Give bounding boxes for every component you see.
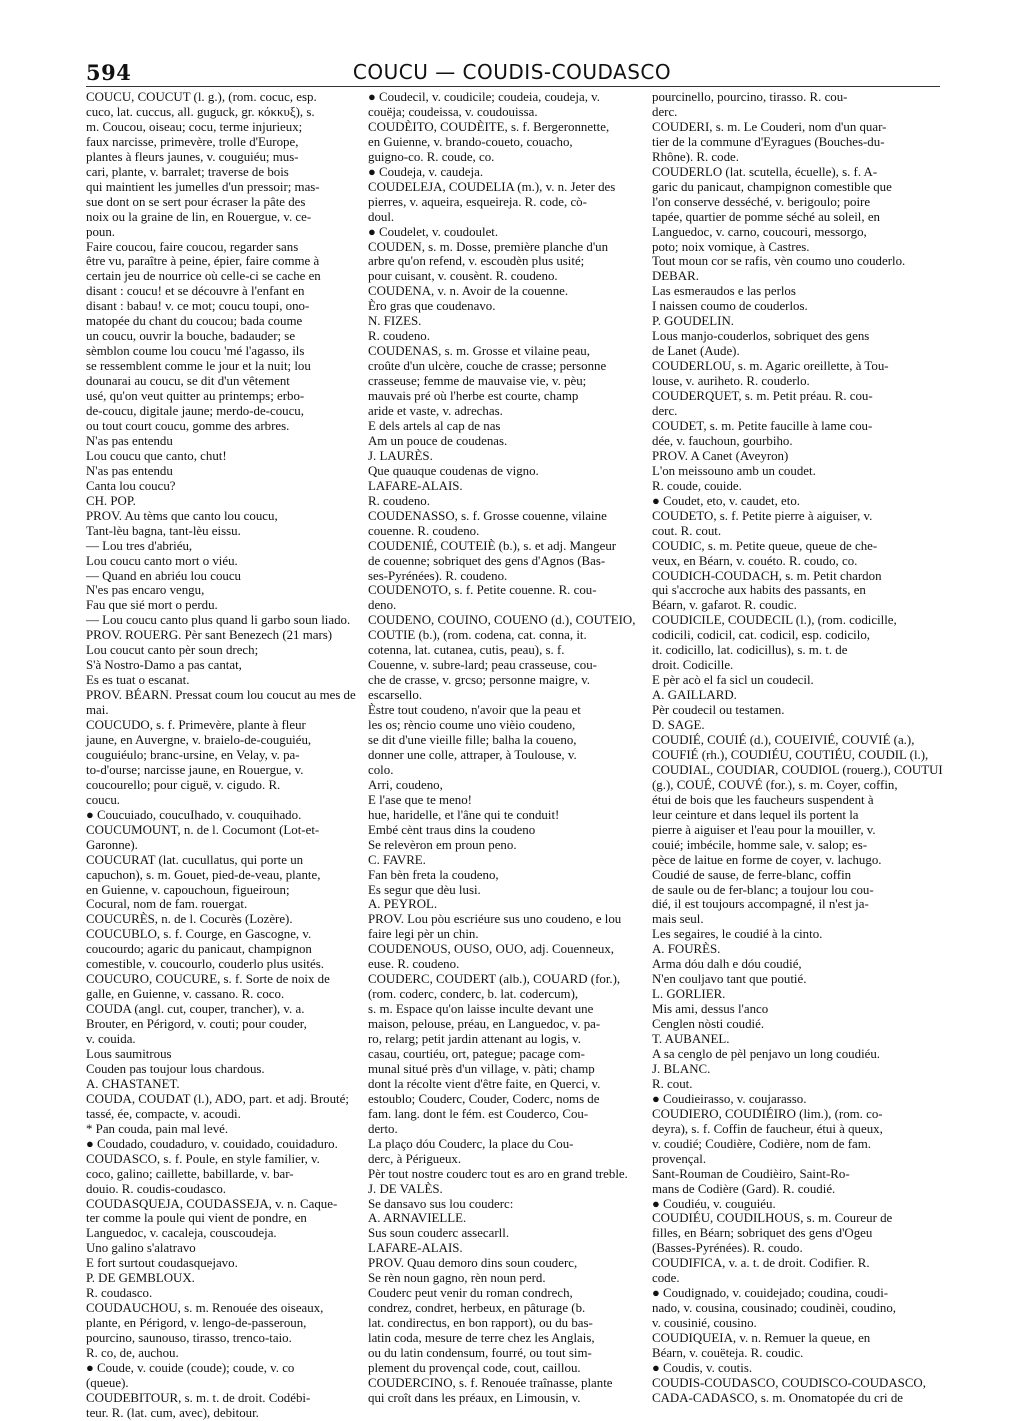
text-line: (rom. coderc, conderc, b. lat. codercum),: [368, 987, 579, 1002]
text-line: garic du panicaut, champignon comestible que: [652, 179, 892, 194]
text-line: PROV. Quau demoro dins soun couderc,: [368, 1256, 578, 1271]
text-line: Pèr coudecil ou testamen.: [652, 703, 785, 718]
text-line: COUDELEJA, COUDELIA (m.), v. n. Jeter des: [368, 179, 616, 194]
text-line: to-d'ourse; narcisse jaune, en Rouergue, v.: [86, 762, 304, 777]
text-line: pourcino, saunouso, tirasso, trenco-taio.: [86, 1331, 292, 1346]
text-line: COUCURÈS, n. de l. Cocurès (Lozère).: [86, 912, 293, 927]
text-line: La plaço dóu Couderc, la place du Cou-: [368, 1136, 574, 1151]
text-line: R. coude, couide.: [652, 478, 742, 493]
text-line: Que quauque coudenas de vigno.: [368, 463, 539, 478]
text-line: Garonne).: [86, 837, 138, 852]
text-line: ● Coudecil, v. coudicile; coudeia, coudeja, v.: [368, 90, 600, 104]
text-line: COUDERCINO, s. f. Renouée traînasse, plante: [368, 1375, 613, 1390]
text-line: L'on meissouno amb un coudet.: [652, 463, 816, 478]
text-line: J. BLANC.: [652, 1061, 711, 1076]
text-line: COUDÈITO, COUDÈITE, s. f. Bergeronnette,: [368, 119, 610, 134]
text-line: R. coudeno.: [368, 329, 430, 344]
text-line: droit. Codicille.: [652, 658, 734, 673]
text-line: ● Coudet, eto, v. caudet, eto.: [652, 493, 800, 508]
text-line: Èro gras que coudenavo.: [368, 299, 496, 314]
text-line: de saule ou de fer-blanc; a toujour lou cou-: [652, 882, 874, 897]
text-line: COUDIERO, COUDIÉIRO (lim.), (rom. co-: [652, 1106, 883, 1121]
text-line: derc, à Périgueux.: [368, 1151, 462, 1166]
text-line: COUDIAL, COUDIAR, COUDIOL (rouerg.), COUTUI: [652, 762, 943, 777]
text-line: A. CHASTANET.: [86, 1076, 180, 1091]
text-line: COUDICILE, COUDECIL (l.), (rom. codicille,: [652, 613, 897, 628]
text-line: coucourello; pour ciguë, v. cigudo. R.: [86, 777, 281, 792]
text-line: R. cout.: [652, 1076, 693, 1091]
text-line: A. FOURÈS.: [652, 942, 721, 957]
text-line: COUDENIÉ, COUTEIÈ (b.), s. et adj. Mangeur: [368, 538, 617, 553]
text-line: matopée du chant du coucou; bada coume: [86, 314, 303, 329]
text-line: tier de la commune d'Eyragues (Bouches-du-: [652, 134, 885, 149]
text-line: ou du latin condensum, fourré, ou tout sim-: [368, 1346, 592, 1361]
text-line: LAFARE-ALAIS.: [368, 478, 463, 493]
text-line: disant : babau! v. ce mot; coucu toupi, ono-: [86, 299, 310, 314]
text-line: Fan bèn freta la coudeno,: [368, 867, 499, 882]
text-line: COUDEBITOUR, s. m. t. de droit. Codébi-: [86, 1390, 311, 1405]
text-line: dounarai au coucu, se dit d'un vêtement: [86, 374, 290, 389]
text-line: Mis ami, dessus l'anco: [652, 1002, 769, 1017]
text-line: poun.: [86, 224, 116, 239]
text-line: étui de bois que les faucheurs suspendent à: [652, 792, 874, 807]
text-line: COUDETO, s. f. Petite pierre à aiguiser, v.: [652, 508, 873, 523]
text-line: Faire coucou, faire coucou, regarder sans: [86, 239, 299, 254]
text-line: A sa cenglo de pèl penjavo un long coudiéu.: [652, 1047, 881, 1061]
text-line: Couden pas toujour lous chardous.: [86, 1061, 265, 1076]
text-line: deno.: [368, 598, 397, 613]
text-line: escarsello.: [368, 688, 423, 703]
text-line: I naissen coumo de couderlos.: [652, 299, 808, 314]
text-line: COUFIÉ (rh.), COUDIÉU, COUTIÉU, COUDIL (l.),: [652, 747, 929, 762]
text-column-right: [652, 90, 943, 1405]
text-line: coucourdo; agaric du panicaut, champignon: [86, 942, 312, 957]
text-line: Se dansavo sus lou couderc:: [368, 1196, 514, 1211]
text-line: * Pan couda, pain mal levé.: [86, 1121, 229, 1136]
text-line: COUCURO, COUCURE, s. f. Sorte de noix de: [86, 972, 330, 987]
text-line: P. GOUDELIN.: [652, 314, 734, 329]
text-line: de couenne; sobriquet des gens d'Agnos (Bas-: [368, 553, 606, 568]
text-line: COUDICH-COUDACH, s. m. Petit chardon: [652, 568, 882, 583]
text-line: COUDENASSO, s. f. Grosse couenne, vilaine: [368, 508, 607, 523]
text-line: s. m. Espace qu'on laisse inculte devant une: [368, 1002, 594, 1017]
text-line: maison, pelouse, préau, en Languedoc, v. pa-: [368, 1017, 601, 1032]
text-line: ● Coudado, coudaduro, v. couidado, couidaduro.: [86, 1136, 338, 1151]
text-line: Se relevèron em proun peno.: [368, 837, 517, 852]
text-line: — Lou coucu canto plus quand li garbo soun liado.: [86, 613, 351, 628]
text-line: v. cousinié, cousino.: [652, 1316, 757, 1331]
text-line: deyra), s. f. Coffin de faucheur, étui à queux,: [652, 1121, 883, 1136]
page-number: 594: [86, 60, 132, 85]
text-line: Arma dóu dalh e dóu coudié,: [652, 957, 802, 972]
text-line: COUCUMOUNT, n. de l. Cocumont (Lot-et-: [86, 822, 320, 837]
text-line: coco, galino; caillette, babillarde, v. bar-: [86, 1166, 294, 1181]
text-line: Béarn, v. gafarot. R. coudic.: [652, 598, 797, 613]
text-line: provençal.: [652, 1151, 707, 1166]
text-line: plantes à fleurs jaunes, v. couguiéu; mus-: [86, 149, 299, 164]
text-line: v. coudié; Coudière, Codière, nom de fam.: [652, 1136, 871, 1151]
text-line: cari, plante, v. barralet; traverse de bois: [86, 164, 289, 179]
text-line: Es segur que dèu lusi.: [368, 882, 481, 897]
text-line: C. FAVRE.: [368, 852, 426, 867]
text-line: N'en couljavo tant que poutié.: [652, 972, 807, 987]
text-line: COUDEN, s. m. Dosse, première planche d'un: [368, 239, 609, 254]
text-line: pèce de laitue en forme de coyer, v. lachugo.: [652, 852, 882, 867]
text-line: COUDENOUS, OUSO, OUO, adj. Couenneux,: [368, 942, 614, 957]
text-line: filles, en Béarn; sobriquet des gens d'Ogeu: [652, 1226, 873, 1241]
text-line: Am un pouce de coudenas.: [368, 433, 508, 448]
text-line: ou tout court coucu, gomme des arbres.: [86, 418, 290, 433]
text-line: v. couida.: [86, 1032, 136, 1047]
text-line: leur ceinture et dans lequel ils portent la: [652, 807, 859, 822]
text-line: CH. POP.: [86, 493, 136, 508]
text-line: certain jeu de nourrice où celle-ci se cache en: [86, 269, 321, 284]
text-line: casau, courtiéu, ort, pategue; pacage com-: [368, 1047, 585, 1061]
text-line: ● Coudieirasso, v. coujarasso.: [652, 1091, 807, 1106]
text-line: PROV. Lou pòu escriéure sus uno coudeno, e lou: [368, 912, 622, 927]
text-line: DEBAR.: [652, 269, 699, 284]
text-line: Es es tuat o escanat.: [86, 673, 190, 688]
text-line: galle, en Guienne, v. cassano. R. coco.: [86, 987, 285, 1002]
text-line: qui croît dans les préaux, en Limousin, v.: [368, 1390, 581, 1405]
text-line: S'à Nostro-Damo a pas cantat,: [86, 658, 242, 673]
text-line: Rhône). R. code.: [652, 149, 739, 164]
text-line: Lou coucu que canto, chut!: [86, 448, 227, 463]
text-line: teur. R. (lat. cum, avec), debitour.: [86, 1405, 259, 1420]
text-line: comestible, v. coucourlo, couderlo plus usités.: [86, 957, 324, 972]
text-line: veux, en Béarn, v. couéto. R. coudo, co.: [652, 553, 858, 568]
text-line: de-coucu, digitale jaune; merdo-de-coucu,: [86, 404, 304, 419]
text-line: P. DE GEMBLOUX.: [86, 1271, 195, 1286]
text-line: plement du provençal code, cout, caillou.: [368, 1361, 581, 1376]
text-line: cuco, lat. cuccus, all. guguck, gr. κόκκυξ), s.: [86, 104, 315, 119]
text-line: qui maintient les jumelles d'un pressoir; mas-: [86, 179, 320, 194]
text-line: euse. R. coudeno.: [368, 957, 460, 972]
text-line: cotenna, lat. cutanea, cutis, peau), s. f.: [368, 643, 565, 658]
text-line: m. Coucou, oiseau; cocu, terme injurieux;: [86, 119, 303, 134]
text-line: ● Coude, v. couide (coude); coude, v. co: [86, 1361, 295, 1376]
text-line: cout. R. cout.: [652, 523, 722, 538]
text-line: nado, v. cousina, cousinado; coudinèi, coudino,: [652, 1301, 897, 1316]
text-line: en Guienne, v. capouchoun, figueiroun;: [86, 882, 290, 897]
text-line: ● Coucuiado, coucuIhado, v. couquihado.: [86, 807, 302, 822]
text-line: guigno-co. R. coude, co.: [368, 149, 495, 164]
text-line: PROV. A Canet (Aveyron): [652, 448, 789, 463]
text-line: code.: [652, 1271, 680, 1286]
text-line: de Lanet (Aude).: [652, 344, 740, 359]
text-line: Pèr tout nostre couderc tout es aro en grand treble.: [368, 1166, 628, 1181]
text-line: croûte d'un ulcère, couche de crasse; personne: [368, 359, 607, 374]
text-line: dié, il est toujours accompagné, il n'est ja-: [652, 897, 869, 912]
text-line: Les segaires, le coudié à la cinto.: [652, 927, 823, 942]
text-line: — Quand en abriéu lou coucu: [86, 568, 241, 583]
text-line: ses-Pyrénées). R. coudeno.: [368, 568, 508, 583]
text-line: Canta lou coucu?: [86, 478, 176, 493]
text-line: latin coda, mesure de terre chez les Anglais,: [368, 1331, 595, 1346]
text-line: sue dont on se sert pour écraser la pâte des: [86, 194, 306, 209]
text-line: CADA-CADASCO, s. m. Onomatopée du cri de: [652, 1390, 903, 1405]
text-line: Béarn, v. couëteja. R. coudic.: [652, 1346, 804, 1361]
text-line: D. SAGE.: [652, 718, 705, 733]
text-line: poto; noix vomique, à Castres.: [652, 239, 810, 254]
text-line: ● Coudignado, v. couidejado; coudina, coudi-: [652, 1286, 889, 1301]
text-line: Embé cènt traus dins la coudeno: [368, 822, 536, 837]
text-line: munal situé près d'un village, v. pàti; champ: [368, 1061, 595, 1076]
text-line: Arri, coudeno,: [368, 777, 443, 792]
text-line: PROV. BÉARN. Pressat coum lou coucut au mes de: [86, 688, 356, 703]
text-line: douio. R. coudis-coudasco.: [86, 1181, 226, 1196]
text-line: Lou coucu canto mort o viéu.: [86, 553, 238, 568]
text-line: en Guienne, v. brando-coueto, couacho,: [368, 134, 573, 149]
text-line: COUDENAS, s. m. Grosse et vilaine peau,: [368, 344, 590, 359]
text-line: E pèr acò el fa sicl un coudecil.: [652, 673, 814, 688]
text-line: aride et vaste, v. adrechas.: [368, 404, 503, 419]
text-line: COUTIE (b.), (rom. codena, cat. conna, it.: [368, 628, 587, 643]
text-line: coucu.: [86, 792, 121, 807]
header-rule: [86, 86, 940, 87]
text-line: Uno galino s'alatravo: [86, 1241, 196, 1256]
text-line: N. FIZES.: [368, 314, 422, 329]
text-line: Cocural, nom de fam. rouergat.: [86, 897, 248, 912]
text-line: sèmblon coume lou coucu 'mé l'agasso, ils: [86, 344, 305, 359]
text-line: COUDERLOU, s. m. Agaric oreillette, à Tou-: [652, 359, 889, 374]
text-line: COUDA (angl. cut, couper, trancher), v. a.: [86, 1002, 305, 1017]
text-line: dont la récolte vient d'être faite, en Querci, v.: [368, 1076, 601, 1091]
text-line: condrez, condret, herbeux, en pâturage (b.: [368, 1301, 586, 1316]
text-line: (queue).: [86, 1375, 129, 1390]
text-line: COUDA, COUDAT (l.), ADO, part. et adj. Brouté;: [86, 1091, 349, 1106]
text-line: COUCUBLO, s. f. Courge, en Gascogne, v.: [86, 927, 312, 942]
text-line: mans de Codière (Gard). R. coudié.: [652, 1181, 836, 1196]
text-line: COUDENOTO, s. f. Petite couenne. R. cou-: [368, 583, 597, 598]
text-line: colo.: [368, 762, 394, 777]
text-line: (Basses-Pyrénées). R. coudo.: [652, 1241, 803, 1256]
text-line: dée, v. fauchoun, gourbiho.: [652, 433, 793, 448]
text-line: PROV. ROUERG. Pèr sant Benezech (21 mars): [86, 628, 333, 643]
text-line: Èstre tout coudeno, n'avoir que la peau et: [368, 703, 581, 718]
text-line: COUDERLO (lat. scutella, écuelle), s. f. A-: [652, 164, 878, 179]
text-line: mauvais pré où l'herbe est courte, champ: [368, 389, 579, 404]
text-line: ter comme la poule qui vient de pondre, en: [86, 1211, 307, 1226]
text-line: lat. condirectus, en bon rapport), ou du bas-: [368, 1316, 593, 1331]
text-line: N'as pas entendu: [86, 463, 173, 478]
text-line: couguiéulo; branc-ursine, en Velay, v. pa-: [86, 747, 300, 762]
text-line: capuchon), s. m. Gouet, pied-de-veau, plante,: [86, 867, 321, 882]
text-line: Coudié de sause, de ferre-blanc, coffin: [652, 867, 852, 882]
text-line: jaune, en Auvergne, v. braielo-de-couguiéu,: [86, 732, 312, 747]
text-line: COUDIÉ, COUIÉ (d.), COUEIVIÉ, COUVIÉ (a.),: [652, 732, 915, 747]
text-line: mais seul.: [652, 912, 704, 927]
text-line: R. co, de, auchou.: [86, 1346, 179, 1361]
text-line: ro, relarg; petit jardin attenant au logis, v.: [368, 1032, 581, 1047]
text-line: Brouter, en Périgord, v. couti; pour couder,: [86, 1017, 307, 1032]
text-line: se ressemblent comme le jour et la nuit; lou: [86, 359, 311, 374]
text-line: qui s'accroche aux habits des passants, en: [652, 583, 866, 598]
text-line: COUDET, s. m. Petite faucille à lame cou-: [652, 418, 873, 433]
text-line: disant : coucu! et se découvre à l'enfant en: [86, 284, 305, 299]
text-line: pierre à aiguiser et l'eau pour la mouiller, v.: [652, 822, 876, 837]
text-line: pour cuisant, v. cousènt. R. coudeno.: [368, 269, 558, 284]
text-line: couié; imbécile, homme sale, v. salop; es-: [652, 837, 868, 852]
text-line: codicili, codicil, cat. codicil, esp. codicilo,: [652, 628, 870, 643]
text-line: mai.: [86, 703, 109, 718]
text-line: faire legi pèr un chin.: [368, 927, 479, 942]
text-line: hue, haridelle, et l'âne qui te conduit!: [368, 807, 560, 822]
text-line: COUDASQUEJA, COUDASSEJA, v. n. Caque-: [86, 1196, 338, 1211]
text-line: Lous manjo-couderlos, sobriquet des gens: [652, 329, 870, 344]
text-line: noix ou la graine de lin, en Rouergue, v. ce-: [86, 209, 312, 224]
running-head: COUCU — COUDIS-COUDASCO: [352, 60, 672, 84]
text-line: Sus soun couderc assecarll.: [368, 1226, 510, 1241]
text-line: ● Coudeja, v. caudeja.: [368, 164, 484, 179]
text-line: un coucu, ouvrir la bouche, badauder; se: [86, 329, 296, 344]
text-line: plante, en Périgord, v. lengo-de-passeroun,: [86, 1316, 307, 1331]
text-line: Lou coucut canto pèr soun drech;: [86, 643, 259, 658]
text-line: pourcinello, pourcino, tirasso. R. cou-: [652, 90, 848, 104]
text-line: COUDIC, s. m. Petite queue, queue de che-: [652, 538, 878, 553]
text-line: Las esmeraudos e las perlos: [652, 284, 796, 299]
text-line: E dels artels al cap de nas: [368, 418, 501, 433]
text-line: COUDERC, COUDERT (alb.), COUARD (for.),: [368, 972, 621, 987]
text-line: les os; rèncio coume uno vièio coudeno,: [368, 718, 576, 733]
text-line: derc.: [652, 404, 678, 419]
text-line: J. DE VALÈS.: [368, 1181, 443, 1196]
text-line: Fau que sié mort o perdu.: [86, 598, 218, 613]
text-line: Lous saumitrous: [86, 1047, 172, 1061]
text-line: Couenne, v. subre-lard; peau crasseuse, cou-: [368, 658, 597, 673]
text-line: A. PEYROL.: [368, 897, 438, 912]
text-line: l'on conserve desséché, v. berigoulo; poire: [652, 194, 871, 209]
text-line: derto.: [368, 1121, 398, 1136]
text-line: faux narcisse, primevère, trolle d'Europe,: [86, 134, 299, 149]
text-line: J. LAURÈS.: [368, 448, 433, 463]
text-line: COUDERI, s. m. Le Couderi, nom d'un quar-: [652, 119, 887, 134]
text-line: Tant-lèu bagna, tant-lèu eissu.: [86, 523, 241, 538]
text-line: N'as pas entendu: [86, 433, 173, 448]
text-line: Languedoc, v. cacaleja, couscoudeja.: [86, 1226, 277, 1241]
text-line: L. GORLIER.: [652, 987, 726, 1002]
text-line: che de crasse, v. grcso; personne maigre, v.: [368, 673, 591, 688]
text-line: E l'ase que te meno!: [368, 792, 472, 807]
text-line: louse, v. auriheto. R. couderlo.: [652, 374, 810, 389]
text-line: pierres, v. aqueira, esqueireja. R. code, cò-: [368, 194, 587, 209]
text-line: tapée, quartier de pomme séché au soleil, en: [652, 209, 880, 224]
text-line: fam. lang. dont le fém. est Couderco, Cou-: [368, 1106, 589, 1121]
text-line: PROV. Au tèms que canto lou coucu,: [86, 508, 278, 523]
text-line: Couderc peut venir du roman condrech,: [368, 1286, 573, 1301]
text-line: COUDIFICA, v. a. t. de droit. Codifier. R.: [652, 1256, 870, 1271]
text-line: COUCURAT (lat. cucullatus, qui porte un: [86, 852, 304, 867]
text-line: — Lou tres d'abriéu,: [86, 538, 193, 553]
text-line: usé, qu'on veut quitter au printemps; erbo-: [86, 389, 305, 404]
text-line: derc.: [652, 104, 678, 119]
text-line: donner une colle, attraper, à Toulouse, v.: [368, 747, 577, 762]
text-line: R. coudasco.: [86, 1286, 153, 1301]
text-line: ● Coudiéu, v. couguiéu.: [652, 1196, 776, 1211]
text-line: COUDASCO, s. f. Poule, en style familier, v.: [86, 1151, 320, 1166]
text-line: it. codicillo, lat. codicillus), s. m. t. de: [652, 643, 848, 658]
text-line: Se rèn noun gagno, rèn noun perd.: [368, 1271, 546, 1286]
text-line: ● Coudis, v. coutis.: [652, 1361, 753, 1376]
text-line: se dit d'une vieille fille; balha la coueno,: [368, 732, 577, 747]
text-line: COUDERQUET, s. m. Petit préau. R. cou-: [652, 389, 873, 404]
text-line: N'es pas encaro vengu,: [86, 583, 205, 598]
text-line: tassé, ée, compacte, v. acoudi.: [86, 1106, 241, 1121]
text-line: T. AUBANEL.: [652, 1032, 730, 1047]
text-line: COUCUDO, s. f. Primevère, plante à fleur: [86, 718, 306, 733]
text-line: COUDENO, COUINO, COUENO (d.), COUTEIO,: [368, 613, 636, 628]
text-line: couenne. R. coudeno.: [368, 523, 480, 538]
text-line: A. ARNAVIELLE.: [368, 1211, 467, 1226]
text-column-left: [86, 90, 356, 1420]
text-line: COUDIQUEIA, v. n. Remuer la queue, en: [652, 1331, 871, 1346]
text-line: COUDENA, v. n. Avoir de la couenne.: [368, 284, 569, 299]
text-line: crasseuse; femme de mauvaise vie, v. pèu;: [368, 374, 587, 389]
text-line: E fort surtout coudasquejavo.: [86, 1256, 238, 1271]
text-line: COUCU, COUCUT (l. g.), (rom. cocuc, esp.: [86, 90, 317, 104]
text-line: Tout moun cor se rafis, vèn coumo uno couderlo.: [652, 254, 906, 269]
text-line: Sant-Rouman de Coudièiro, Saint-Ro-: [652, 1166, 850, 1181]
text-line: Cenglen nòsti coudié.: [652, 1017, 765, 1032]
text-line: A. GAILLARD.: [652, 688, 737, 703]
text-line: estoublo; Couderc, Couder, Coderc, noms de: [368, 1091, 600, 1106]
text-line: R. coudeno.: [368, 493, 430, 508]
text-line: Languedoc, v. carno, coucouri, messorgo,: [652, 224, 867, 239]
text-line: couëja; coudeissa, v. coudouissa.: [368, 104, 538, 119]
text-column-middle: [368, 90, 638, 1405]
text-line: COUDIS-COUDASCO, COUDISCO-COUDASCO,: [652, 1375, 926, 1390]
text-line: ● Coudelet, v. coudoulet.: [368, 224, 499, 239]
text-line: LAFARE-ALAIS.: [368, 1241, 463, 1256]
text-line: être vu, paraître à peine, épier, faire comme à: [86, 254, 320, 269]
text-line: COUDIÉU, COUDILHOUS, s. m. Coureur de: [652, 1211, 893, 1226]
text-line: doul.: [368, 209, 395, 224]
text-line: COUDAUCHOU, s. m. Renouée des oiseaux,: [86, 1301, 324, 1316]
text-line: arbre qu'on refend, v. escoudèn plus usité;: [368, 254, 585, 269]
text-line: (g.), COUÉ, COUVÉ (for.), s. m. Coyer, coffin,: [652, 777, 898, 792]
